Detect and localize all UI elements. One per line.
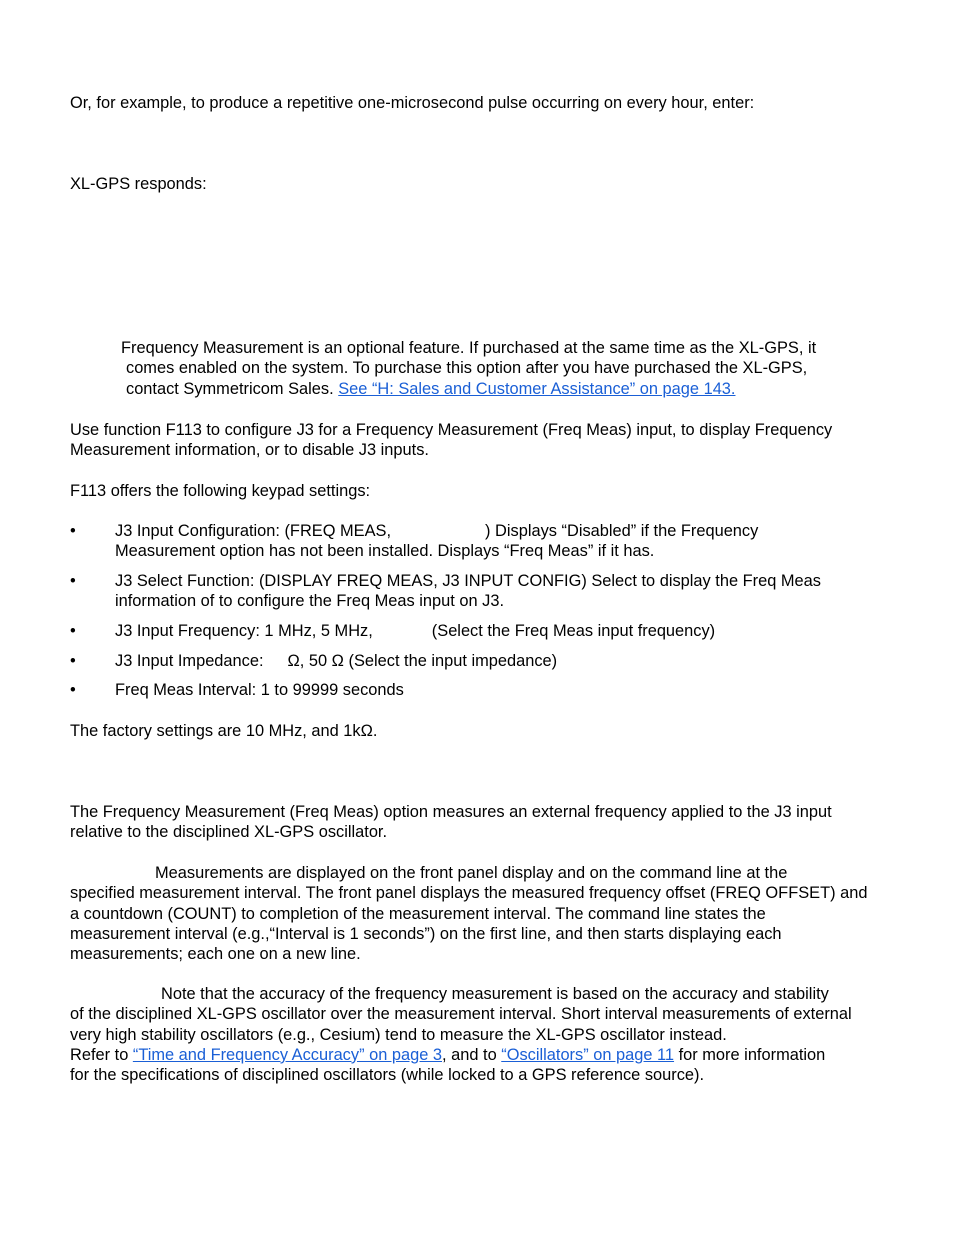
- refer-mid: , and to: [442, 1045, 502, 1064]
- accuracy-rest: of the disciplined XL-GPS oscillator over the measurement interval. Short interval measurements of external very high stability oscillators (e.g., Cesium) tend to measure the XL-GPS oscillator instead.: [70, 1005, 852, 1044]
- measurement-display-paragraph: [70, 863, 870, 964]
- refer-prefix: Refer to: [70, 1045, 133, 1064]
- bullet-input-configuration: [70, 521, 860, 562]
- refer-line: [70, 1045, 870, 1065]
- bullet-symbol: •: [70, 522, 76, 540]
- final-line: for the specifications of disciplined oscillators (while locked to a GPS reference source).: [70, 1066, 705, 1085]
- bullet-1-part-1: J3 Input Configuration: (FREQ MEAS,: [115, 522, 392, 540]
- bullet-symbol: •: [70, 681, 76, 699]
- bullet-input-impedance: [70, 651, 860, 671]
- bullet-3-part-1: J3 Input Frequency: 1 MHz, 5 MHz,: [115, 622, 373, 640]
- display-line-1: Measurements are displayed on the front panel display and on the command line at the: [155, 864, 788, 882]
- refer-suffix: for more information: [674, 1045, 826, 1064]
- bullet-symbol: •: [70, 652, 76, 670]
- responds-text: XL-GPS responds:: [70, 175, 207, 193]
- bullet-4-part-1: J3 Input Impedance:: [115, 652, 264, 670]
- note-line-3: [121, 379, 861, 399]
- accuracy-paragraph: [70, 984, 870, 1085]
- bullet-5-text: Freq Meas Interval: 1 to 99999 seconds: [115, 681, 404, 699]
- display-rest: specified measurement interval. The front panel displays the measured frequency offset (FREQ OFFSET) and a countdown (COUNT) to completion of the measurement interval. The command line states the measurement interval (e.g.,“Interval is 1 seconds”) on the first line, and then starts displaying each measurements; each one on a new line.: [70, 884, 868, 964]
- bullet-2-text: J3 Select Function: (DISPLAY FREQ MEAS, J3 INPUT CONFIG) Select to display the Freq Meas information of to configure the Freq Meas input on J3.: [115, 572, 821, 611]
- bullet-symbol: •: [70, 572, 76, 590]
- bullet-1-part-2: ) Displays “Disabled” if the Frequency Measurement option has not been installed. Displays “Freq Meas” if it has.: [115, 522, 759, 561]
- bullet-symbol: •: [70, 622, 76, 640]
- freq-meas-intro-text: The Frequency Measurement (Freq Meas) option measures an external frequency applied to the J3 input relative to the disciplined XL-GPS oscillator.: [70, 803, 832, 842]
- bullet-meas-interval: [70, 680, 860, 700]
- f113-use-text: Use function F113 to configure J3 for a Frequency Measurement (Freq Meas) input, to display Frequency Measurement information, or to disable J3 inputs.: [70, 421, 833, 460]
- bullet-select-function: [70, 571, 860, 612]
- time-frequency-accuracy-link[interactable]: “Time and Frequency Accuracy” on page 3: [132, 1045, 443, 1064]
- accuracy-line-1: Note that the accuracy of the frequency measurement is based on the accuracy and stability: [161, 985, 829, 1003]
- option-note: [121, 338, 861, 399]
- note-line-3-prefix: contact Symmetricom Sales.: [126, 379, 339, 398]
- factory-settings-text: The factory settings are 10 MHz, and 1kΩ.: [70, 722, 378, 740]
- f113-offers-text: F113 offers the following keypad settings:: [70, 482, 371, 500]
- note-line-2: comes enabled on the system. To purchase this option after you have purchased the XL-GPS,: [126, 359, 808, 378]
- hourly-pulse-text: Or, for example, to produce a repetitive one-microsecond pulse occurring on every hour, enter:: [70, 94, 755, 112]
- note-line-1: Frequency Measurement is an optional feature. If purchased at the same time as the XL-GPS, it: [121, 339, 817, 357]
- sales-assistance-link[interactable]: See “H: Sales and Customer Assistance” on page 143.: [338, 379, 736, 398]
- bullet-4-part-2: Ω, 50 Ω (Select the input impedance): [287, 652, 558, 670]
- oscillators-link[interactable]: “Oscillators” on page 11: [501, 1045, 675, 1064]
- bullet-3-part-2: (Select the Freq Meas input frequency): [431, 622, 716, 640]
- bullet-input-frequency: [70, 621, 860, 641]
